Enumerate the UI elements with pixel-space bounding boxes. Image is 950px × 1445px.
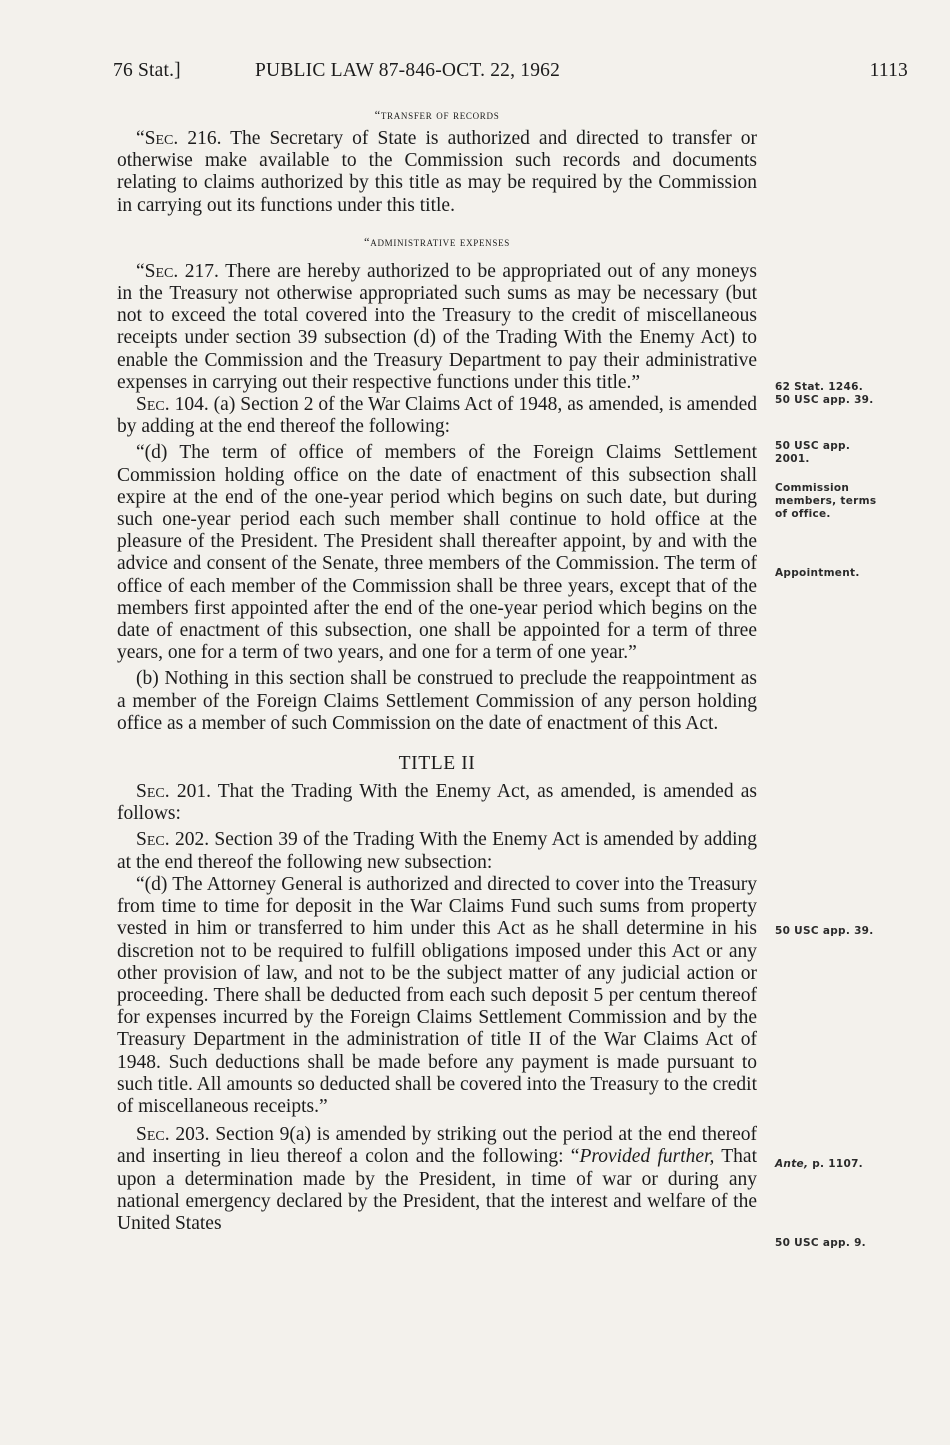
page-number: 1113 — [869, 60, 908, 81]
heading-administrative-expenses: “administrative expenses — [364, 234, 510, 249]
margin-note-50-usc-2001: 50 USC app. 2001. — [775, 440, 851, 465]
section-202 — [117, 829, 757, 873]
section-104-b: (b) Nothing in this section shall be construed to preclude the reappointment as a member of the Foreign Claims Settlement Commission of any person holding office as a member of such Commission on the date of enactment of this Act. — [117, 668, 757, 734]
section-203 — [117, 1124, 757, 1235]
sec-text-a: 203. Section 9(a) is amended by striking out the period at the end thereof and inserting in lieu thereof a colon and the following: “ — [117, 1124, 757, 1168]
section-217 — [117, 261, 757, 394]
sec-text: 201. That the Trading With the Enemy Act, as amended, is amended as follows: — [117, 781, 757, 825]
section-202-d: “(d) The Attorney General is authorized and directed to cover into the Treasury from time to time for deposit in the War Claims Fund such sums from property vested in him or transferred to him under this Act as he shall determine in his discretion not to be required to fulfill obligations imposed under this Act or any other provision of law, and not to be the subject matter of any judicial action or proceeding. There shall be deducted from each such deposit 5 per centum thereof for expenses incurred by the Foreign Claims Settlement Commission and by the Treasury Department in the administration of title II of the War Claims Act of 1948. Such deductions shall be made before any payment is made pursuant to such title. All amounts so deducted shall be covered into the Treasury to the credit of miscellaneous receipts.” — [117, 873, 757, 1117]
section-201 — [117, 781, 757, 825]
margin-note-50-usc-39: 50 USC app. 39. — [775, 925, 874, 937]
title-ii-heading: TITLE II — [398, 753, 476, 775]
heading-transfer-of-records: “transfer of records — [374, 108, 500, 122]
margin-note-ante: Ante, p. 1107. — [775, 1158, 863, 1170]
sec-text-b: That upon a determination made by the President, in time of war or during any national emergency declared by the President, that the interest and welfare of the United States — [117, 1146, 757, 1234]
stat-volume: 76 Stat.] — [113, 60, 181, 81]
sec-text: 217. There are hereby authorized to be appropriated out of any moneys in the Treasury not otherwise appropriated such sums as may be necessary (but not to exceed the total covered into the Treasury to the credit of miscellaneous receipts under section 39 subsection (d) of the Trading With the Enemy Act) to enable the Commission and the Treasury Department to pay their administrative expenses in carrying out their respective functions under this title.” — [117, 260, 758, 393]
page-header — [113, 60, 908, 90]
section-104-d: “(d) The term of office of members of the Foreign Claims Settlement Commission holding office on the date of enactment of this subsection shall expire at the end of the one-year period which begins on such date, but during such one-year period each such member shall continue to hold office at the pleasure of the President. The President shall thereafter appoint, by and with the advice and consent of the Senate, three members of the Commission. The term of office of each member of the Commission shall be three years, except that of the members first appointed after the end of the one-year period which begins on the date of enactment of this subsection, one shall be appointed for a term of three years, one for a term of two years, and one for a term of one year.” — [117, 442, 757, 664]
sec-label: Sec. — [136, 829, 170, 851]
sec-label: Sec. — [136, 781, 170, 803]
margin-note-62-stat: 62 Stat. 1246. 50 USC app. 39. — [775, 381, 874, 406]
section-104 — [117, 394, 757, 438]
margin-note-commission-terms: Commission members, terms of office. — [775, 482, 877, 520]
sec-text: 216. The Secretary of State is authorized and directed to transfer or otherwise make available to the Commission such records and documents relating to claims authorized by this title as may be required by the Commission in carrying out its functions under this title. — [117, 128, 758, 216]
sec-label: “Sec. — [136, 128, 179, 149]
sec-text: 104. (a) Section 2 of the War Claims Act of 1948, as amended, is amended by adding at the end thereof the following: — [117, 394, 758, 438]
law-citation: PUBLIC LAW 87-846-OCT. 22, 1962 — [255, 60, 561, 81]
margin-note-appointment: Appointment. — [775, 567, 860, 579]
sec-label: Sec. — [136, 1124, 170, 1146]
sec-label: Sec. — [136, 394, 170, 416]
proviso-italic: Provided further, — [579, 1146, 715, 1168]
sec-text: 202. Section 39 of the Trading With the Enemy Act is amended by adding at the end thereof the following new subsection: — [117, 829, 758, 873]
main-text-column — [117, 104, 757, 1235]
margin-note-50-usc-9: 50 USC app. 9. — [775, 1237, 866, 1249]
section-216 — [117, 128, 757, 217]
sec-label: “Sec. — [136, 260, 179, 282]
